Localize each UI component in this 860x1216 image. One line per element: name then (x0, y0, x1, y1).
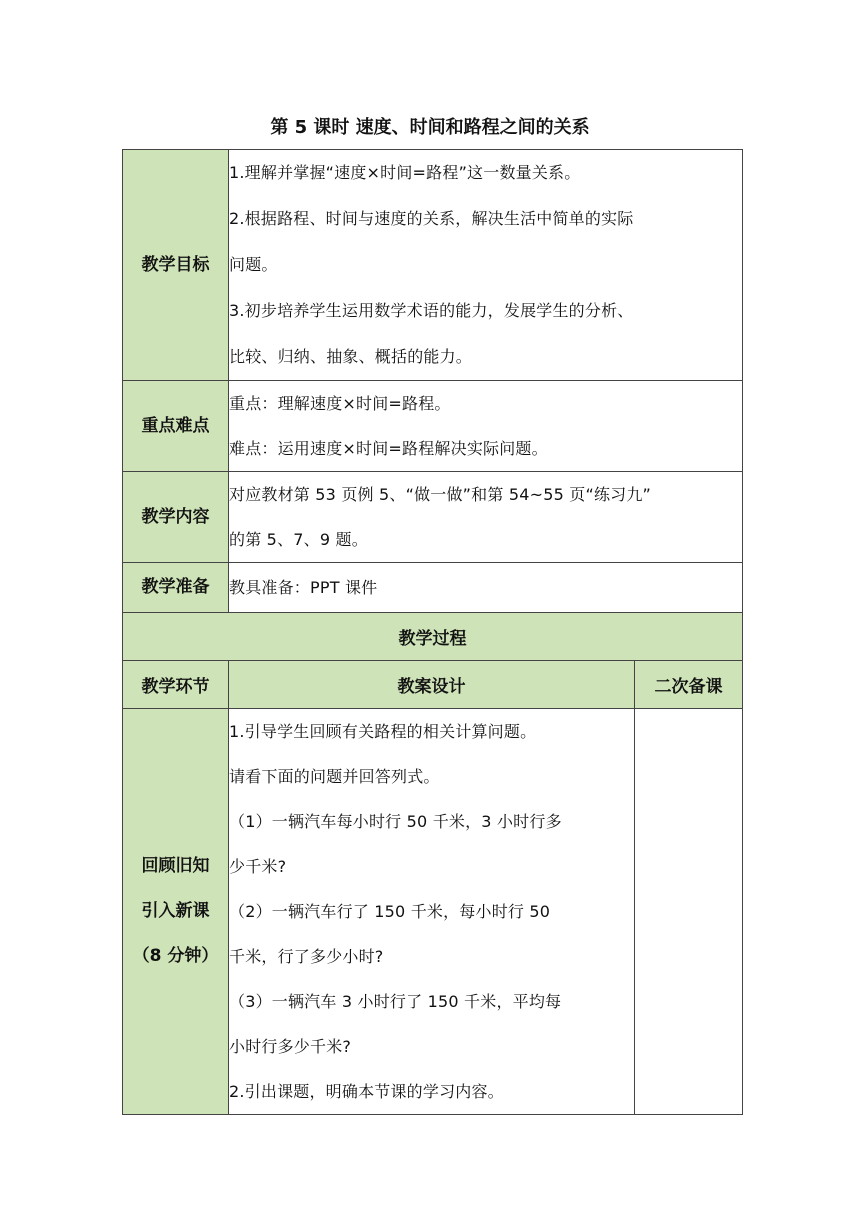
process-heading-row (123, 613, 743, 661)
objective-line: 2.根据路程、时间与速度的关系，解决生活中简单的实际 (229, 209, 634, 228)
key-point-line: 重点：理解速度×时间=路程。 (229, 394, 451, 413)
page-title: 第 5 课时 速度、时间和路程之间的关系 (270, 117, 590, 138)
content-line: 的第 5、7、9 题。 (229, 530, 368, 549)
objectives-content (229, 150, 743, 381)
column-header-design: 教案设计 (229, 661, 635, 709)
objective-line: 1.理解并掌握“速度×时间=路程”这一数量关系。 (229, 163, 581, 182)
content-content (229, 472, 743, 563)
review-line: （3）一辆汽车 3 小时行了 150 千米，平均每 (229, 992, 562, 1011)
content-line: 对应教材第 53 页例 5、“做一做”和第 54~55 页“练习九” (229, 485, 652, 504)
column-header-row (123, 661, 743, 709)
content-label: 教学内容 (123, 472, 229, 563)
key-points-label: 重点难点 (123, 381, 229, 472)
objectives-label: 教学目标 (123, 150, 229, 381)
review-line: 2.引出课题，明确本节课的学习内容。 (229, 1082, 504, 1101)
objectives-row (123, 150, 743, 381)
review-notes-cell (635, 709, 743, 1115)
process-heading: 教学过程 (123, 613, 743, 661)
objective-line: 问题。 (229, 255, 278, 274)
review-line: 1.引导学生回顾有关路程的相关计算问题。 (229, 722, 537, 741)
review-line: 请看下面的问题并回答列式。 (229, 767, 440, 786)
preparation-label: 教学准备 (123, 563, 229, 613)
column-header-stage: 教学环节 (123, 661, 229, 709)
review-line: 千米，行了多少小时? (229, 947, 384, 966)
review-label-line: 引入新课 (141, 901, 210, 921)
preparation-line: 教具准备：PPT 课件 (229, 578, 378, 597)
preparation-row (123, 563, 743, 613)
preparation-content (229, 563, 743, 613)
key-point-line: 难点：运用速度×时间=路程解决实际问题。 (229, 439, 548, 458)
review-row (123, 709, 743, 1115)
review-line: （1）一辆汽车每小时行 50 千米，3 小时行多 (229, 812, 562, 831)
review-line: 小时行多少千米? (229, 1037, 352, 1056)
review-design-content (229, 709, 635, 1115)
key-points-row (123, 381, 743, 472)
lesson-plan-table (122, 149, 743, 1115)
review-line: 少千米? (229, 857, 287, 876)
review-line: （2）一辆汽车行了 150 千米，每小时行 50 (229, 902, 551, 921)
key-points-content (229, 381, 743, 472)
objective-line: 3.初步培养学生运用数学术语的能力，发展学生的分析、 (229, 301, 634, 320)
review-label-line: （8 分钟） (132, 946, 219, 966)
review-label-line: 回顾旧知 (141, 856, 210, 876)
objective-line: 比较、归纳、抽象、概括的能力。 (229, 347, 473, 366)
content-row (123, 472, 743, 563)
column-header-revision: 二次备课 (635, 661, 743, 709)
review-label (123, 709, 229, 1115)
